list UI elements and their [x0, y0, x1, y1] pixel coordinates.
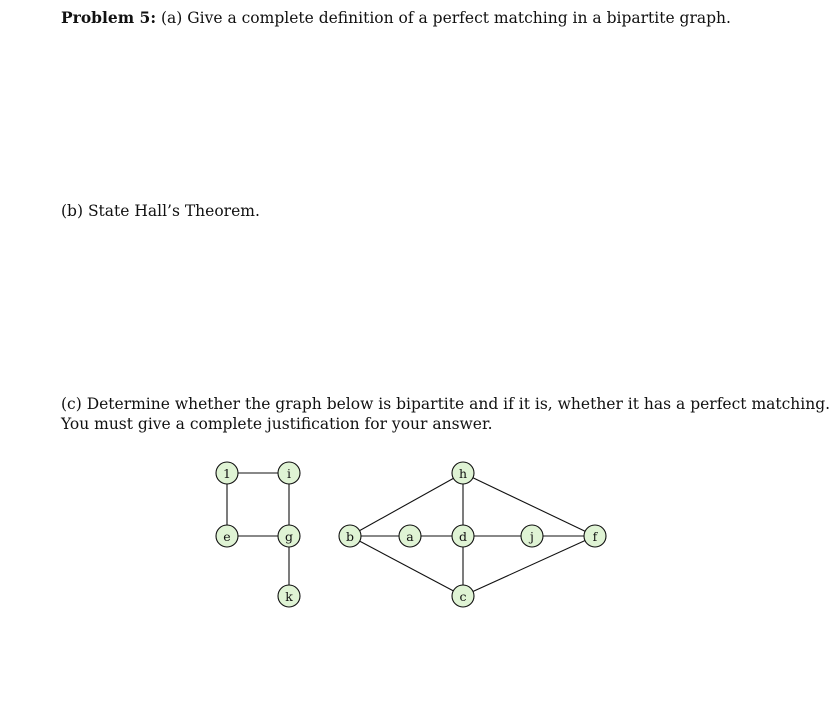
- graph-node-h: [452, 462, 474, 484]
- graph-node-f: [584, 525, 606, 547]
- node-label: h: [458, 466, 468, 481]
- graph-node-c: [452, 585, 474, 607]
- part-c-line-2: You must give a complete justification for your answer.: [61, 415, 493, 433]
- node-label: 1: [223, 466, 231, 481]
- node-label: d: [458, 529, 468, 544]
- graph-node-k: [278, 585, 300, 607]
- graph-node-j: [521, 525, 543, 547]
- node-label: f: [592, 529, 598, 544]
- graph-node-1: [216, 462, 238, 484]
- part-c-line-1: (c) Determine whether the graph below is bipartite and if it is, whether it has a perfect matching.: [61, 395, 831, 413]
- node-label: g: [284, 529, 294, 544]
- graph-node-d: [452, 525, 474, 547]
- node-label: j: [530, 529, 534, 544]
- graph-node-e: [216, 525, 238, 547]
- node-label: k: [285, 589, 293, 604]
- node-label: e: [223, 529, 231, 544]
- part-b-text: (b) State Hall’s Theorem.: [61, 202, 260, 220]
- problem-title: Problem 5:: [61, 8, 157, 27]
- node-label: a: [406, 529, 414, 544]
- part-a-text: (a) Give a complete definition of a perfect matching in a bipartite graph.: [161, 9, 731, 27]
- graph-node-i: [278, 462, 300, 484]
- graph-node-a: [399, 525, 421, 547]
- graph-node-b: [339, 525, 361, 547]
- node-label: i: [287, 466, 291, 481]
- node-label: b: [345, 529, 355, 544]
- graph-nodes: [216, 462, 606, 607]
- node-label: c: [459, 589, 467, 604]
- graph-node-g: [278, 525, 300, 547]
